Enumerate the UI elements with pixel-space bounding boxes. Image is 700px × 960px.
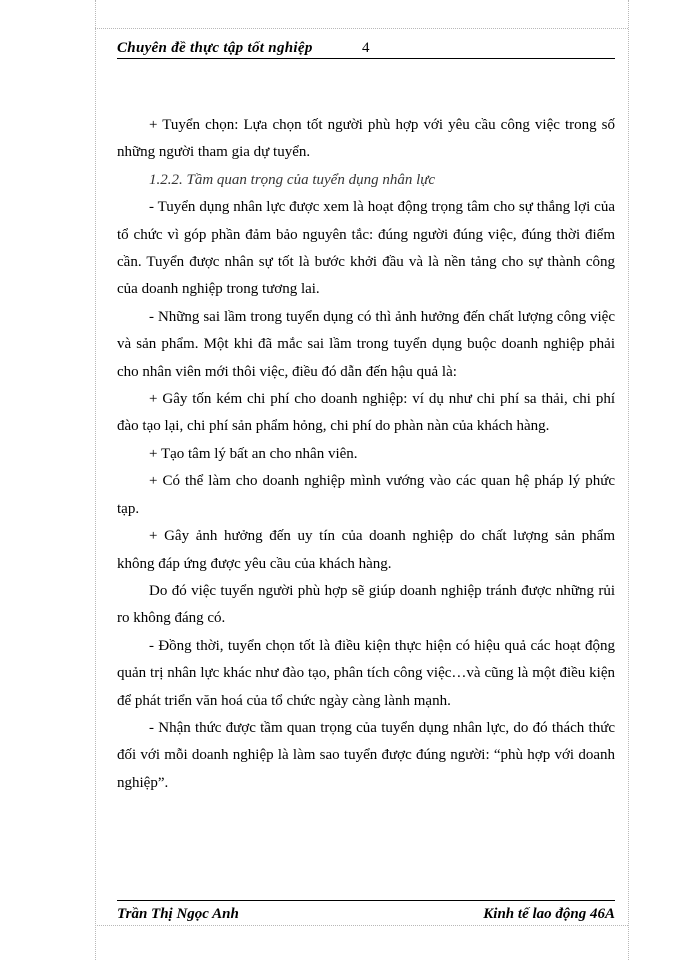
paragraph: + Có thể làm cho doanh nghiệp mình vướng vào các quan hệ pháp lý phức tạp. (117, 473, 615, 517)
page-number: 4 (362, 40, 370, 56)
paragraph: - Đồng thời, tuyển chọn tốt là điều kiện thực hiện có hiệu quả các hoạt động quản trị nhân lực khác như đào tạo, phân tích công việc…và cũng là một điều kiện để phát triển văn hoá của tổ chức ngày càng lành mạnh. (117, 637, 615, 709)
paragraph: + Gây ảnh hưởng đến uy tín của doanh nghiệp do chất lượng sản phẩm không đáp ứng được yêu cầu của khách hàng. (117, 528, 615, 572)
paragraph: + Gây tốn kém chi phí cho doanh nghiệp: ví dụ như chi phí sa thải, chi phí đào tạo lại, chi phí sản phẩm hỏng, chi phí do phàn nàn của khách hàng. (117, 391, 615, 435)
header-rule (117, 58, 615, 59)
header-title: Chuyên đề thực tập tốt nghiệp (117, 40, 313, 56)
paragraph: + Tạo tâm lý bất an cho nhân viên. (149, 445, 358, 462)
footer-author: Trần Thị Ngọc Anh (117, 906, 239, 922)
paragraph: - Tuyển dụng nhân lực được xem là hoạt động trọng tâm cho sự thắng lợi của tổ chức vì góp phần đảm bảo nguyên tắc: đúng người đúng việc, đúng thời điểm cần. Tuyển được nhân sự tốt là bước khởi đầu và là nền tảng cho sự thành công của doanh nghiệp trong tương lai. (117, 199, 615, 298)
paragraph: - Nhận thức được tầm quan trọng của tuyển dụng nhân lực, do đó thách thức đối với mỗi doanh nghiệp là làm sao tuyển được đúng người: “phù hợp với doanh nghiệp”. (117, 719, 615, 791)
page-header (117, 38, 615, 60)
page-margin-guide-top (95, 28, 628, 29)
page-footer (117, 900, 615, 928)
footer-class-name: Kinh tế lao động 46A (483, 906, 615, 922)
paragraph: - Những sai lầm trong tuyển dụng có thì ảnh hưởng đến chất lượng công việc và sản phẩm. Một khi đã mắc sai lầm trong tuyển dụng buộc doanh nghiệp phải cho nhân viên mới thôi việc, điều đó dẫn đến hậu quả là: (117, 308, 615, 380)
page-margin-guide-left (95, 0, 96, 960)
footer-rule (117, 900, 615, 901)
section-heading: 1.2.2. Tầm quan trọng của tuyển dụng nhân lực (149, 171, 436, 188)
paragraph: Do đó việc tuyển người phù hợp sẽ giúp doanh nghiệp tránh được những rủi ro không đáng có. (117, 582, 615, 627)
paragraph: + Tuyển chọn: Lựa chọn tốt người phù hợp với yêu cầu công việc trong số những người tham gia dự tuyển. (117, 117, 615, 161)
page-margin-guide-right (628, 0, 629, 960)
document-body (117, 112, 615, 797)
